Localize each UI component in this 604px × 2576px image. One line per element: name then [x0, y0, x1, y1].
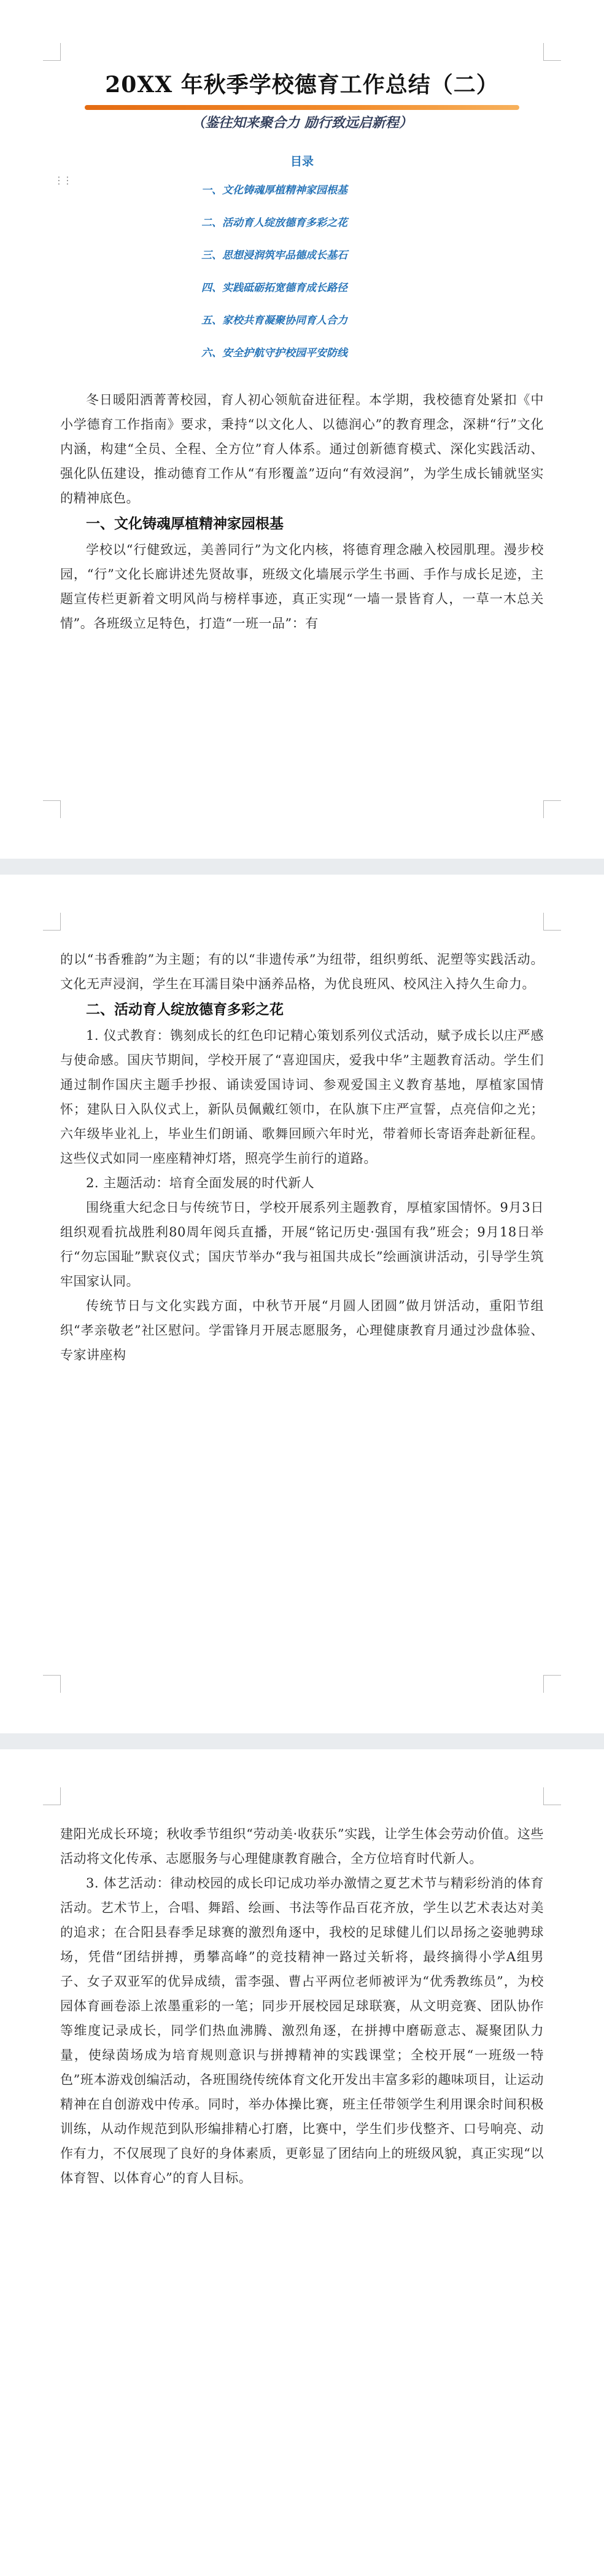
subsection-heading: 2. 主题活动：培育全面发展的时代新人: [86, 1176, 315, 1190]
body-paragraph: 传统节日与文化实践方面，中秋节开展“月圆人团圆”做月饼活动，重阳节组织“孝亲敬老”社区慰问。学雷锋月开展志愿服务，心理健康教育月通过沙盘体验、专家讲座构: [60, 1298, 544, 1362]
toc-item[interactable]: 三、思想浸润筑牢品德成长基石: [201, 249, 347, 262]
toc-item[interactable]: 一、文化铸魂厚植精神家园根基: [201, 184, 347, 197]
body-paragraph: 围绕重大纪念日与传统节日，学校开展系列主题教育，厚植家国情怀。9月3日组织观看抗战胜利80周年阅兵直播，开展“铭记历史·强国有我”班会；9月18日举行“勿忘国耻”默哀仪式；国庆节举办“我与祖国共成长”绘画演讲活动，引导学生筑牢国家认同。: [60, 1200, 544, 1289]
page-corner-mark: [543, 913, 561, 931]
page-corner-mark: [43, 1787, 61, 1805]
body-paragraph: 1. 仪式教育：镌刻成长的红色印记精心策划系列仪式活动，赋予成长以庄严感与使命感。国庆节期间，学校开展了“喜迎国庆，爱我中华”主题教育活动。学生们通过制作国庆主题手抄报、诵读爱国诗词、参观爱国主义教育基地，厚植家国情怀；建队日入队仪式上，新队员佩戴红领巾，在队旗下庄严宣誓，点亮信仰之光；六年级毕业礼上，毕业生们朗诵、歌舞回顾六年时光，带着师长寄语奔赴新征程。这些仪式如同一座座精神灯塔，照亮学生前行的道路。: [60, 1028, 544, 1166]
toc-item[interactable]: 二、活动育人绽放德育多彩之花: [201, 217, 347, 229]
page-corner-mark: [543, 800, 561, 818]
document-subtitle: （鉴往知来聚合力 励行致远启新程）: [192, 115, 412, 131]
toc-item[interactable]: 六、安全护航守护校园平安防线: [201, 347, 347, 359]
intro-paragraph: 冬日暖阳洒菁菁校园，育人初心领航奋进征程。本学期，我校德育处紧扣《中小学德育工作指南》要求，秉持“以文化人、以德润心”的教育理念，深耕“行”文化内涵，构建“全员、全程、全方位”育人体系。通过创新德育模式、深化实践活动、强化队伍建设，推动德育工作从“有形覆盖”迈向“有效浸润”，为学生成长铺就坚实的精神底色。: [60, 392, 544, 505]
page-corner-mark: [543, 1675, 561, 1693]
body-paragraph: 学校以“行健致远，美善同行”为文化内核，将德育理念融入校园肌理。漫步校园，“行”文化长廊讲述先贤故事，班级文化墙展示学生书画、手作与成长足迹，主题宣传栏更新着文明风尚与榜样事迹，真正实现“一墙一景皆育人，一草一木总关情”。各班级立足特色，打造“一班一品”：有: [60, 542, 544, 631]
toc-item[interactable]: 五、家校共育凝聚协同育人合力: [201, 314, 347, 327]
page-corner-mark: [43, 800, 61, 818]
page-corner-mark: [543, 1787, 561, 1805]
body-paragraph: 3. 体艺活动：律动校园的成长印记成功举办激情之夏艺术节与精彩纷消的体育活动。艺术节上，合唱、舞蹈、绘画、书法等作品百花齐放，学生以艺术表达对美的追求；在合阳县春季足球赛的激烈角逐中，我校的足球健儿们以昂扬之姿驰骋球场，凭借“团结拼搏，勇攀高峰”的竞技精神一路过关斩将，最终摘得小学A组男子、女子双亚军的优异成绩，雷李强、曹占平两位老师被评为“优秀教练员”，为校园体育画卷添上浓墨重彩的一笔；同步开展校园足球联赛，从文明竞赛、团队协作等维度记录成长，同学们热血沸腾、激烈角逐，在拼搏中磨砺意志、凝聚团队力量，使绿茵场成为培育规则意识与拼搏精神的实践课堂；全校开展“一班级一特色”班本游戏创编活动，各班围绕传统体育文化开发出丰富多彩的趣味项目，让运动精神在自创游戏中传承。同时，举办体操比赛，班主任带领学生利用课余时间积极训练，从动作规范到队形编排精心打磨，比赛中，学生们步伐整齐、口号响亮、动作有力，不仅展现了良好的身体素质，更彰显了团结向上的班级风貌，真正实现“以体育智、以体育心”的育人目标。: [60, 1876, 544, 2185]
document-page-2: [0, 875, 604, 1733]
document-page-3: [0, 1749, 604, 2576]
title-underline: [85, 105, 519, 110]
document-page-1: [0, 0, 604, 859]
body-paragraph: 的以“书香雅韵”为主题；有的以“非遗传承”为纽带，组织剪纸、泥塑等实践活动。文化无声浸润，学生在耳濡目染中涵养品格，为优良班风、校风注入持久生命力。: [60, 952, 544, 991]
page-corner-mark: [43, 1675, 61, 1693]
section-heading: 一、文化铸魂厚植精神家园根基: [86, 516, 284, 532]
body-paragraph: 建阳光成长环境；秋收季节组织“劳动美·收获乐”实践，让学生体会劳动价值。这些活动将文化传承、志愿服务与心理健康教育融合，全方位培育时代新人。: [60, 1827, 544, 1866]
toc-item[interactable]: 四、实践砥砺拓宽德育成长路径: [201, 282, 347, 294]
page-corner-mark: [543, 43, 561, 61]
toc-heading: 目录: [290, 155, 314, 168]
drag-handle-icon[interactable]: ⋮⋮: [54, 174, 71, 186]
section-heading: 二、活动育人绽放德育多彩之花: [86, 1002, 284, 1018]
page-corner-mark: [43, 913, 61, 931]
document-title: 20XX 年秋季学校德育工作总结（二）: [105, 72, 499, 98]
page-corner-mark: [43, 43, 61, 61]
